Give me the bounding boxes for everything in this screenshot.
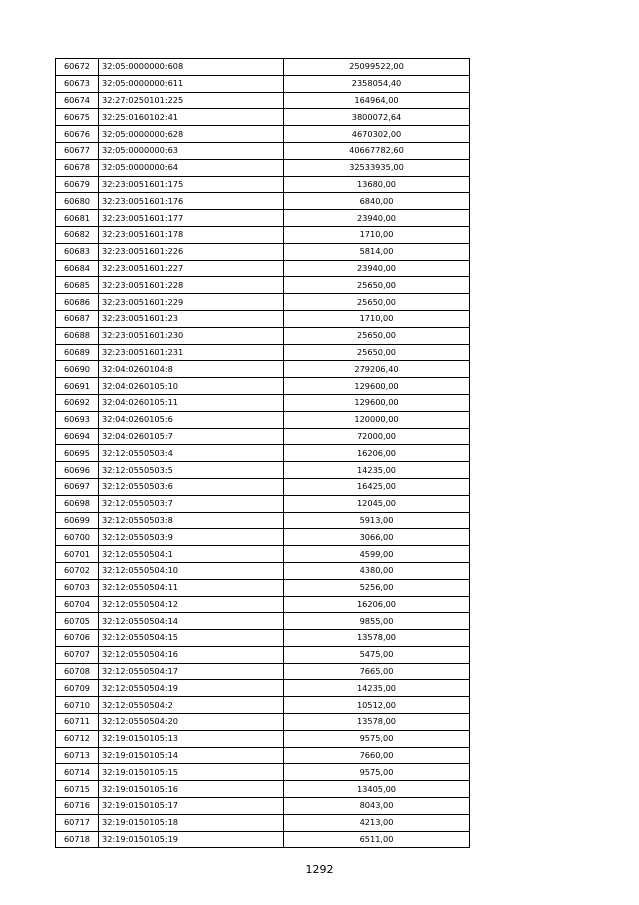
cadastral-number-cell: 32:25:0160102:41 — [99, 109, 284, 126]
row-number-cell: 60700 — [56, 529, 99, 546]
value-cell: 23940,00 — [284, 210, 470, 227]
cadastral-number-cell: 32:19:0150105:17 — [99, 798, 284, 815]
table-row — [56, 361, 470, 378]
row-number-cell: 60673 — [56, 75, 99, 92]
cadastral-number-cell: 32:05:0000000:608 — [99, 59, 284, 76]
cadastral-number-cell: 32:04:0260105:7 — [99, 428, 284, 445]
row-number-cell: 60718 — [56, 831, 99, 848]
cadastral-number-cell: 32:12:0550503:6 — [99, 478, 284, 495]
table-row — [56, 176, 470, 193]
row-number-cell: 60712 — [56, 730, 99, 747]
table-row — [56, 512, 470, 529]
row-number-cell: 60698 — [56, 495, 99, 512]
row-number-cell: 60691 — [56, 378, 99, 395]
table-row — [56, 562, 470, 579]
table-row — [56, 781, 470, 798]
row-number-cell: 60716 — [56, 798, 99, 815]
table-row — [56, 344, 470, 361]
data-table — [55, 58, 470, 848]
cadastral-number-cell: 32:19:0150105:16 — [99, 781, 284, 798]
row-number-cell: 60702 — [56, 562, 99, 579]
table-row — [56, 428, 470, 445]
cadastral-number-cell: 32:23:0051601:176 — [99, 193, 284, 210]
row-number-cell: 60699 — [56, 512, 99, 529]
row-number-cell: 60713 — [56, 747, 99, 764]
row-number-cell: 60708 — [56, 663, 99, 680]
value-cell: 129600,00 — [284, 378, 470, 395]
value-cell: 13578,00 — [284, 630, 470, 647]
table-row — [56, 495, 470, 512]
table-row — [56, 445, 470, 462]
cadastral-number-cell: 32:23:0051601:227 — [99, 260, 284, 277]
cadastral-number-cell: 32:05:0000000:63 — [99, 142, 284, 159]
cadastral-number-cell: 32:04:0260105:10 — [99, 378, 284, 395]
value-cell: 4380,00 — [284, 562, 470, 579]
cadastral-number-cell: 32:12:0550504:11 — [99, 579, 284, 596]
value-cell: 5475,00 — [284, 646, 470, 663]
row-number-cell: 60696 — [56, 462, 99, 479]
value-cell: 32533935,00 — [284, 159, 470, 176]
row-number-cell: 60683 — [56, 243, 99, 260]
table-row — [56, 630, 470, 647]
table-row — [56, 277, 470, 294]
row-number-cell: 60685 — [56, 277, 99, 294]
table-row — [56, 243, 470, 260]
value-cell: 6511,00 — [284, 831, 470, 848]
cadastral-number-cell: 32:12:0550504:10 — [99, 562, 284, 579]
cadastral-number-cell: 32:23:0051601:177 — [99, 210, 284, 227]
value-cell: 5814,00 — [284, 243, 470, 260]
table-row — [56, 294, 470, 311]
table-row — [56, 109, 470, 126]
row-number-cell: 60695 — [56, 445, 99, 462]
value-cell: 23940,00 — [284, 260, 470, 277]
cadastral-number-cell: 32:12:0550504:19 — [99, 680, 284, 697]
row-number-cell: 60682 — [56, 226, 99, 243]
cadastral-number-cell: 32:27:0250101:225 — [99, 92, 284, 109]
value-cell: 5256,00 — [284, 579, 470, 596]
cadastral-number-cell: 32:12:0550504:20 — [99, 714, 284, 731]
row-number-cell: 60707 — [56, 646, 99, 663]
cadastral-number-cell: 32:23:0051601:178 — [99, 226, 284, 243]
row-number-cell: 60678 — [56, 159, 99, 176]
value-cell: 25650,00 — [284, 294, 470, 311]
value-cell: 7660,00 — [284, 747, 470, 764]
cadastral-number-cell: 32:12:0550504:17 — [99, 663, 284, 680]
cadastral-number-cell: 32:05:0000000:64 — [99, 159, 284, 176]
row-number-cell: 60693 — [56, 411, 99, 428]
table-row — [56, 394, 470, 411]
cadastral-number-cell: 32:23:0051601:226 — [99, 243, 284, 260]
value-cell: 40667782,60 — [284, 142, 470, 159]
row-number-cell: 60674 — [56, 92, 99, 109]
table-row — [56, 546, 470, 563]
cadastral-number-cell: 32:12:0550504:2 — [99, 697, 284, 714]
table-row — [56, 310, 470, 327]
cadastral-number-cell: 32:23:0051601:228 — [99, 277, 284, 294]
value-cell: 3800072,64 — [284, 109, 470, 126]
table-body — [56, 59, 470, 848]
cadastral-number-cell: 32:12:0550504:14 — [99, 613, 284, 630]
row-number-cell: 60689 — [56, 344, 99, 361]
cadastral-number-cell: 32:12:0550504:16 — [99, 646, 284, 663]
value-cell: 10512,00 — [284, 697, 470, 714]
cadastral-number-cell: 32:23:0051601:230 — [99, 327, 284, 344]
table-row — [56, 680, 470, 697]
cadastral-number-cell: 32:04:0260105:6 — [99, 411, 284, 428]
cadastral-number-cell: 32:12:0550503:8 — [99, 512, 284, 529]
row-number-cell: 60705 — [56, 613, 99, 630]
value-cell: 13578,00 — [284, 714, 470, 731]
table-row — [56, 613, 470, 630]
cadastral-number-cell: 32:05:0000000:611 — [99, 75, 284, 92]
value-cell: 279206,40 — [284, 361, 470, 378]
table-row — [56, 831, 470, 848]
cadastral-number-cell: 32:12:0550504:15 — [99, 630, 284, 647]
row-number-cell: 60701 — [56, 546, 99, 563]
row-number-cell: 60703 — [56, 579, 99, 596]
cadastral-number-cell: 32:04:0260104:8 — [99, 361, 284, 378]
value-cell: 72000,00 — [284, 428, 470, 445]
value-cell: 2358054,40 — [284, 75, 470, 92]
value-cell: 1710,00 — [284, 226, 470, 243]
table-row — [56, 159, 470, 176]
value-cell: 16425,00 — [284, 478, 470, 495]
row-number-cell: 60714 — [56, 764, 99, 781]
cadastral-number-cell: 32:19:0150105:15 — [99, 764, 284, 781]
table-row — [56, 747, 470, 764]
row-number-cell: 60710 — [56, 697, 99, 714]
cadastral-number-cell: 32:23:0051601:231 — [99, 344, 284, 361]
value-cell: 12045,00 — [284, 495, 470, 512]
row-number-cell: 60704 — [56, 596, 99, 613]
cadastral-number-cell: 32:12:0550503:5 — [99, 462, 284, 479]
value-cell: 1710,00 — [284, 310, 470, 327]
row-number-cell: 60690 — [56, 361, 99, 378]
value-cell: 4599,00 — [284, 546, 470, 563]
table-row — [56, 697, 470, 714]
value-cell: 4213,00 — [284, 814, 470, 831]
value-cell: 25650,00 — [284, 277, 470, 294]
value-cell: 9855,00 — [284, 613, 470, 630]
value-cell: 9575,00 — [284, 764, 470, 781]
value-cell: 14235,00 — [284, 462, 470, 479]
cadastral-number-cell: 32:12:0550503:7 — [99, 495, 284, 512]
value-cell: 16206,00 — [284, 445, 470, 462]
table-row — [56, 646, 470, 663]
row-number-cell: 60692 — [56, 394, 99, 411]
cadastral-number-cell: 32:19:0150105:14 — [99, 747, 284, 764]
cadastral-number-cell: 32:23:0051601:229 — [99, 294, 284, 311]
table-row — [56, 260, 470, 277]
value-cell: 16206,00 — [284, 596, 470, 613]
table-row — [56, 462, 470, 479]
row-number-cell: 60680 — [56, 193, 99, 210]
row-number-cell: 60715 — [56, 781, 99, 798]
row-number-cell: 60684 — [56, 260, 99, 277]
table-row — [56, 663, 470, 680]
table-row — [56, 92, 470, 109]
row-number-cell: 60688 — [56, 327, 99, 344]
value-cell: 164964,00 — [284, 92, 470, 109]
cadastral-number-cell: 32:12:0550504:12 — [99, 596, 284, 613]
table-row — [56, 59, 470, 76]
cadastral-number-cell: 32:19:0150105:19 — [99, 831, 284, 848]
row-number-cell: 60694 — [56, 428, 99, 445]
table-row — [56, 126, 470, 143]
row-number-cell: 60686 — [56, 294, 99, 311]
table-row — [56, 764, 470, 781]
row-number-cell: 60676 — [56, 126, 99, 143]
page-number: 1292 — [305, 863, 334, 876]
cadastral-number-cell: 32:12:0550503:4 — [99, 445, 284, 462]
table-row — [56, 529, 470, 546]
table-row — [56, 378, 470, 395]
value-cell: 3066,00 — [284, 529, 470, 546]
value-cell: 9575,00 — [284, 730, 470, 747]
table-row — [56, 714, 470, 731]
table-row — [56, 411, 470, 428]
row-number-cell: 60672 — [56, 59, 99, 76]
cadastral-number-cell: 32:23:0051601:175 — [99, 176, 284, 193]
table-row — [56, 579, 470, 596]
row-number-cell: 60687 — [56, 310, 99, 327]
value-cell: 5913,00 — [284, 512, 470, 529]
value-cell: 14235,00 — [284, 680, 470, 697]
row-number-cell: 60717 — [56, 814, 99, 831]
table-row — [56, 596, 470, 613]
table-row — [56, 75, 470, 92]
table-row — [56, 814, 470, 831]
cadastral-number-cell: 32:12:0550503:9 — [99, 529, 284, 546]
value-cell: 4670302,00 — [284, 126, 470, 143]
table-row — [56, 193, 470, 210]
value-cell: 6840,00 — [284, 193, 470, 210]
table-row — [56, 730, 470, 747]
cadastral-number-cell: 32:19:0150105:18 — [99, 814, 284, 831]
value-cell: 129600,00 — [284, 394, 470, 411]
table-row — [56, 210, 470, 227]
value-cell: 25650,00 — [284, 327, 470, 344]
cadastral-number-cell: 32:05:0000000:628 — [99, 126, 284, 143]
value-cell: 120000,00 — [284, 411, 470, 428]
table-row — [56, 226, 470, 243]
cadastral-number-cell: 32:12:0550504:1 — [99, 546, 284, 563]
cadastral-number-cell: 32:19:0150105:13 — [99, 730, 284, 747]
value-cell: 7665,00 — [284, 663, 470, 680]
row-number-cell: 60711 — [56, 714, 99, 731]
cadastral-number-cell: 32:23:0051601:23 — [99, 310, 284, 327]
value-cell: 13405,00 — [284, 781, 470, 798]
row-number-cell: 60681 — [56, 210, 99, 227]
table-row — [56, 142, 470, 159]
row-number-cell: 60679 — [56, 176, 99, 193]
row-number-cell: 60706 — [56, 630, 99, 647]
row-number-cell: 60709 — [56, 680, 99, 697]
value-cell: 25099522,00 — [284, 59, 470, 76]
cadastral-number-cell: 32:04:0260105:11 — [99, 394, 284, 411]
value-cell: 25650,00 — [284, 344, 470, 361]
table-row — [56, 478, 470, 495]
table-row — [56, 327, 470, 344]
table-row — [56, 798, 470, 815]
row-number-cell: 60677 — [56, 142, 99, 159]
value-cell: 8043,00 — [284, 798, 470, 815]
value-cell: 13680,00 — [284, 176, 470, 193]
row-number-cell: 60697 — [56, 478, 99, 495]
row-number-cell: 60675 — [56, 109, 99, 126]
